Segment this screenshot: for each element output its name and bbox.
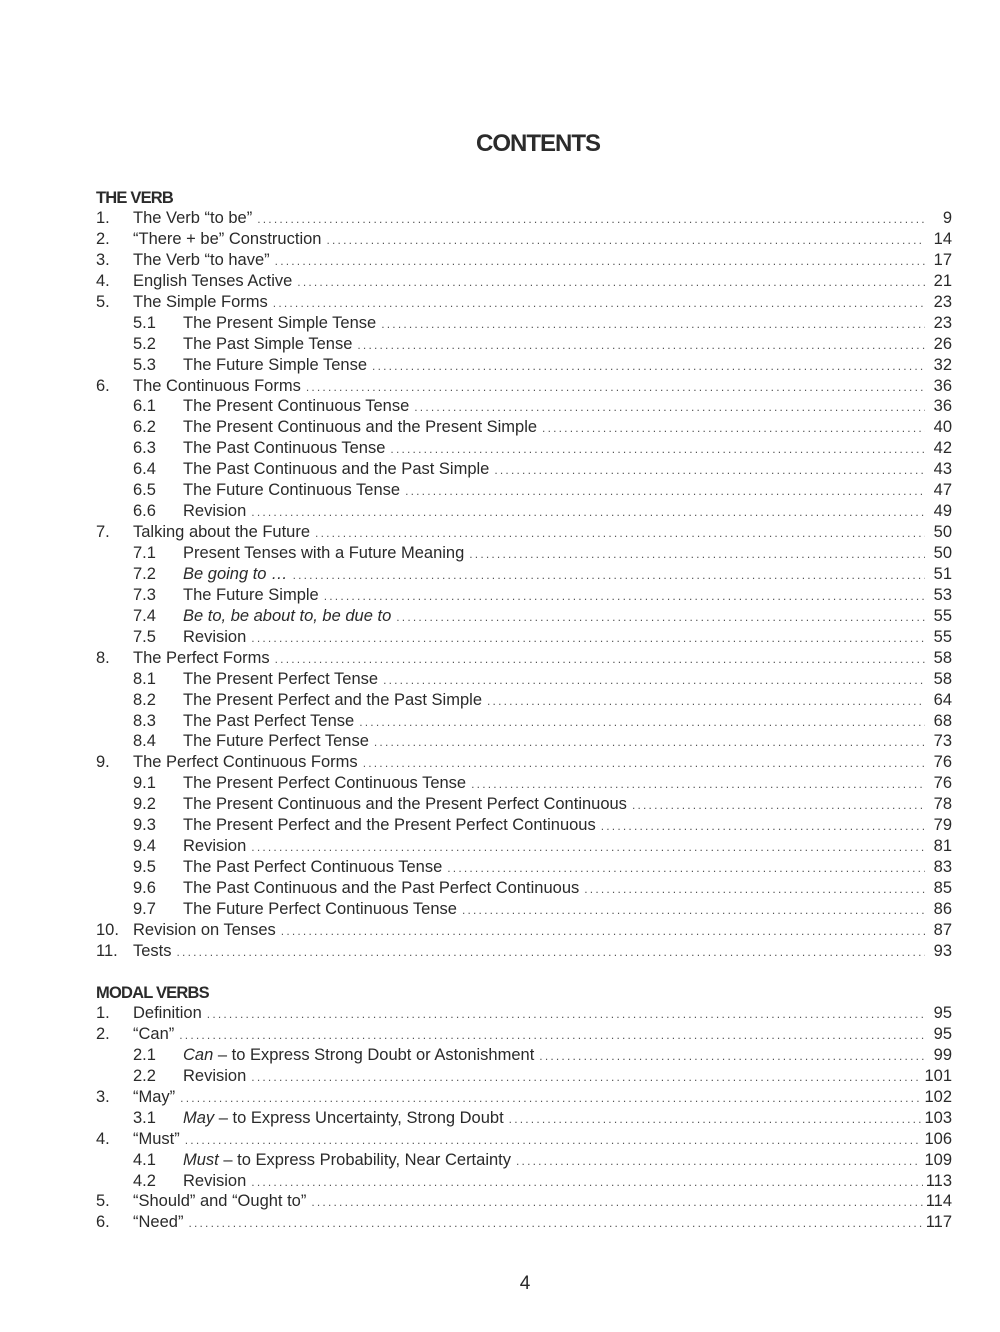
toc-entry[interactable] — [96, 208, 952, 229]
toc-entry[interactable] — [96, 396, 952, 417]
dot-leader — [251, 502, 925, 523]
entry-title: Revision — [183, 627, 247, 646]
entry-title-text: Be going to … — [183, 564, 288, 583]
toc-entry[interactable] — [96, 1024, 952, 1045]
toc-entry[interactable] — [96, 292, 952, 313]
entry-title: The Simple Forms — [133, 292, 268, 311]
entry-page-number: 55 — [933, 606, 952, 625]
entry-number: 3.1 — [133, 1108, 156, 1127]
section-heading: MODAL VERBS — [96, 984, 209, 1002]
entry-title: The Perfect Continuous Forms — [133, 753, 358, 772]
entry-number: 7.1 — [133, 544, 156, 562]
entry-number: 6.5 — [133, 481, 156, 500]
entry-page-number: 51 — [933, 564, 952, 583]
entry-title — [183, 1045, 534, 1066]
entry-page-number: 9 — [942, 209, 952, 227]
toc-entry[interactable] — [96, 648, 952, 669]
page-number: 4 — [519, 1273, 531, 1294]
dot-leader — [281, 921, 925, 942]
entry-number: 8. — [96, 648, 110, 667]
toc-entry[interactable] — [96, 1150, 952, 1171]
toc-entry[interactable] — [96, 1108, 952, 1129]
entry-number: 1. — [96, 209, 110, 227]
entry-title: “Can” — [133, 1024, 175, 1043]
dot-leader — [447, 858, 925, 879]
entry-number: 2.1 — [133, 1045, 156, 1064]
entry-number: 7. — [96, 523, 110, 542]
entry-number: 7.5 — [133, 627, 156, 646]
toc-entry[interactable] — [96, 815, 952, 836]
dot-leader — [207, 1004, 925, 1025]
dot-leader — [494, 460, 925, 481]
entry-page-number: 109 — [924, 1150, 952, 1169]
entry-number: 1. — [96, 1004, 110, 1022]
entry-number: 5.2 — [133, 334, 156, 353]
toc-entry[interactable] — [96, 313, 952, 334]
entry-page-number: 40 — [933, 418, 952, 437]
entry-page-number: 23 — [933, 292, 952, 311]
dot-leader — [372, 356, 925, 377]
entry-number: 7.2 — [133, 564, 156, 583]
entry-number: 4.1 — [133, 1150, 156, 1169]
dot-leader — [516, 1151, 921, 1172]
dot-leader — [297, 272, 925, 293]
toc-entry[interactable] — [96, 669, 952, 690]
entry-page-number: 68 — [933, 711, 952, 730]
entry-title-text: – to Express Probability, Near Certainty — [218, 1150, 511, 1169]
entry-title: The Past Continuous Tense — [183, 439, 386, 458]
entry-page-number: 49 — [933, 502, 952, 521]
entry-title: The Present Simple Tense — [183, 313, 377, 332]
entry-title: The Past Continuous and the Past Perfect Continuous — [183, 879, 580, 897]
entry-title: The Verb “to be” — [133, 209, 253, 227]
entry-title: “May” — [133, 1087, 176, 1106]
entry-title: Revision — [183, 837, 247, 856]
dot-leader — [180, 1088, 921, 1109]
entry-title: The Past Perfect Continuous Tense — [183, 858, 443, 877]
toc-entry[interactable] — [96, 438, 952, 459]
entry-title: The Past Perfect Tense — [183, 711, 355, 730]
entry-page-number: 85 — [933, 879, 952, 897]
toc-entry[interactable] — [96, 899, 952, 920]
entry-page-number: 58 — [933, 669, 952, 688]
toc-entry[interactable] — [96, 794, 952, 815]
entry-page-number: 23 — [933, 313, 952, 332]
entry-title: Tests — [133, 941, 172, 960]
toc-entry[interactable] — [96, 1087, 952, 1108]
entry-page-number: 101 — [924, 1066, 952, 1085]
dot-leader — [542, 418, 925, 439]
toc-entry[interactable] — [96, 501, 952, 522]
entry-title: The Present Perfect Continuous Tense — [183, 774, 467, 793]
toc-entry[interactable] — [96, 1171, 952, 1192]
entry-number: 2. — [96, 229, 110, 248]
entry-page-number: 76 — [933, 753, 952, 772]
dot-leader — [257, 209, 925, 230]
dot-leader — [275, 649, 925, 670]
entry-title: “Must” — [133, 1129, 180, 1148]
entry-page-number: 76 — [933, 774, 952, 793]
entry-title: The Verb “to have” — [133, 250, 270, 269]
entry-number: 5. — [96, 1192, 110, 1211]
entry-title: Talking about the Future — [133, 523, 311, 542]
entry-page-number: 50 — [933, 544, 952, 562]
entry-title-emphasis: Can — [183, 1045, 214, 1064]
dot-leader — [632, 795, 925, 816]
entry-number: 8.2 — [133, 690, 156, 709]
entry-number: 8.1 — [133, 669, 156, 688]
entry-number: 6.1 — [133, 397, 156, 416]
entry-number: 7.4 — [133, 606, 156, 625]
entry-title: The Past Continuous and the Past Simple — [183, 460, 490, 479]
entry-title: The Continuous Forms — [133, 376, 301, 395]
entry-title: Revision — [183, 1066, 247, 1085]
entry-page-number: 50 — [933, 523, 952, 542]
entry-title: “Need” — [133, 1213, 184, 1232]
toc-entry[interactable] — [96, 752, 952, 773]
dot-leader — [381, 314, 925, 335]
toc-entry[interactable] — [96, 941, 952, 962]
entry-page-number: 95 — [933, 1004, 952, 1022]
section-heading: THE VERB — [96, 189, 174, 207]
section-the-verb — [96, 188, 952, 962]
entry-number: 3. — [96, 1087, 110, 1106]
dot-leader — [315, 523, 925, 544]
toc-entry[interactable] — [96, 522, 952, 543]
entry-title: The Future Perfect Tense — [183, 732, 369, 751]
dot-leader — [251, 1172, 922, 1193]
entry-number: 9.6 — [133, 879, 156, 897]
entry-title: The Present Continuous and the Present Simple — [183, 418, 538, 437]
entry-page-number: 26 — [933, 334, 952, 353]
entry-number: 5.3 — [133, 355, 156, 374]
toc-entry[interactable] — [96, 731, 952, 752]
entry-number: 9. — [96, 753, 110, 772]
entry-page-number: 32 — [933, 355, 952, 374]
entry-number: 6. — [96, 376, 110, 395]
entry-number: 9.2 — [133, 795, 156, 814]
entry-title: The Future Continuous Tense — [183, 481, 401, 500]
entry-title: The Present Perfect Tense — [183, 669, 379, 688]
toc-entry[interactable] — [96, 711, 952, 732]
toc-entry[interactable] — [96, 1191, 952, 1212]
entry-title — [183, 606, 391, 627]
entry-number: 2.2 — [133, 1066, 156, 1085]
entry-page-number: 79 — [933, 816, 952, 835]
toc-entry[interactable] — [96, 543, 952, 564]
entry-page-number: 103 — [924, 1108, 952, 1127]
dot-leader — [251, 628, 925, 649]
entry-title — [183, 1108, 504, 1129]
dot-leader — [469, 544, 925, 565]
entry-number: 6.4 — [133, 460, 156, 479]
dot-leader — [251, 837, 925, 858]
entry-number: 7.3 — [133, 585, 156, 604]
entry-title-text: Be to, be about to, be due to — [183, 606, 392, 625]
entry-title: The Future Perfect Continuous Tense — [183, 899, 457, 918]
entry-page-number: 93 — [933, 941, 952, 960]
toc-entry[interactable] — [96, 606, 952, 627]
toc-entry[interactable] — [96, 773, 952, 794]
entry-title: English Tenses Active — [133, 271, 293, 290]
dot-leader — [306, 377, 925, 398]
entry-page-number: 42 — [933, 439, 952, 458]
entry-page-number: 81 — [933, 837, 952, 856]
dot-leader — [414, 397, 925, 418]
dot-leader — [311, 1192, 922, 1213]
dot-leader — [179, 1025, 925, 1046]
toc-entry[interactable] — [96, 627, 952, 648]
toc-entry[interactable] — [96, 355, 952, 376]
entry-title: Present Tenses with a Future Meaning — [183, 544, 465, 562]
dot-leader — [357, 335, 925, 356]
entry-page-number: 87 — [933, 920, 952, 939]
entry-title: The Present Continuous Tense — [183, 397, 410, 416]
entry-number: 6.3 — [133, 439, 156, 458]
entry-number: 9.3 — [133, 816, 156, 835]
section-modal-verbs — [96, 983, 952, 1233]
toc-entry[interactable] — [96, 271, 952, 292]
entry-page-number: 86 — [933, 899, 952, 918]
toc-entry[interactable] — [96, 1045, 952, 1066]
entry-title-emphasis: May — [183, 1108, 215, 1127]
entry-page-number: 99 — [933, 1045, 952, 1064]
dot-leader — [471, 774, 925, 795]
entry-number: 9.7 — [133, 899, 156, 918]
entry-number: 8.4 — [133, 732, 156, 751]
entry-title: Revision on Tenses — [133, 920, 276, 939]
entry-number: 8.3 — [133, 711, 156, 730]
entry-title: The Past Simple Tense — [183, 334, 353, 353]
dot-leader — [188, 1213, 922, 1234]
dot-leader — [293, 565, 925, 586]
entry-number: 6.6 — [133, 502, 156, 521]
page-title: CONTENTS — [476, 130, 600, 157]
entry-title: The Present Perfect and the Past Simple — [183, 690, 482, 709]
entry-title: The Future Simple — [183, 585, 319, 604]
dot-leader — [462, 900, 925, 921]
entry-page-number: 73 — [933, 732, 952, 751]
dot-leader — [405, 481, 925, 502]
entry-page-number: 14 — [933, 229, 952, 248]
entry-title: The Present Perfect and the Present Perfect Continuous — [183, 816, 596, 835]
toc-entry[interactable] — [96, 585, 952, 606]
entry-page-number: 43 — [933, 460, 952, 479]
dot-leader — [177, 942, 925, 963]
entry-page-number: 113 — [925, 1171, 952, 1190]
dot-leader — [324, 586, 925, 607]
dot-leader — [584, 879, 925, 900]
entry-page-number: 117 — [925, 1213, 952, 1232]
toc-entry[interactable] — [96, 480, 952, 501]
toc-entry[interactable] — [96, 334, 952, 355]
entry-title — [183, 1150, 511, 1171]
entry-page-number: 83 — [933, 858, 952, 877]
entry-number: 3. — [96, 250, 110, 269]
dot-leader — [185, 1130, 922, 1151]
toc-entry[interactable] — [96, 878, 952, 899]
entry-title: Definition — [133, 1004, 202, 1022]
toc-entry[interactable] — [96, 376, 952, 397]
entry-page-number: 47 — [933, 481, 952, 500]
toc-entry[interactable] — [96, 417, 952, 438]
entry-title: Revision — [183, 1171, 247, 1190]
dot-leader — [390, 439, 925, 460]
entry-page-number: 21 — [933, 271, 952, 290]
entry-number: 5. — [96, 292, 110, 311]
dot-leader — [363, 753, 925, 774]
entry-number: 5.1 — [133, 313, 156, 332]
entry-page-number: 55 — [933, 627, 952, 646]
toc-entry[interactable] — [96, 564, 952, 585]
dot-leader — [251, 1067, 921, 1088]
entry-title: The Future Simple Tense — [183, 355, 368, 374]
dot-leader — [275, 251, 925, 272]
dot-leader — [487, 691, 925, 712]
dot-leader — [383, 670, 925, 691]
toc-entry[interactable] — [96, 1129, 952, 1150]
entry-title: The Perfect Forms — [133, 648, 270, 667]
entry-number: 2. — [96, 1024, 110, 1043]
entry-title — [183, 564, 288, 585]
entry-title: Revision — [183, 502, 247, 521]
entry-number: 4. — [96, 1129, 110, 1148]
entry-number: 6. — [96, 1213, 110, 1232]
dot-leader — [273, 293, 925, 314]
entry-title-emphasis: Must — [183, 1150, 219, 1169]
dot-leader — [374, 732, 925, 753]
toc-entry[interactable] — [96, 1212, 952, 1233]
entry-title: “There + be” Construction — [133, 229, 322, 248]
entry-page-number: 95 — [933, 1024, 952, 1043]
toc-entry[interactable] — [96, 836, 952, 857]
entry-number: 9.4 — [133, 837, 156, 856]
entry-page-number: 106 — [924, 1129, 952, 1148]
toc-entry[interactable] — [96, 459, 952, 480]
toc-entry[interactable] — [96, 920, 952, 941]
entry-page-number: 102 — [924, 1087, 952, 1106]
entry-number: 9.1 — [133, 774, 156, 793]
dot-leader — [601, 816, 925, 837]
dot-leader — [539, 1046, 925, 1067]
entry-number: 10. — [96, 920, 119, 939]
dot-leader — [359, 712, 925, 733]
entry-title-text: – to Express Strong Doubt or Astonishment — [213, 1045, 535, 1064]
toc-entry[interactable] — [96, 1003, 952, 1024]
entry-number: 4.2 — [133, 1171, 156, 1190]
entry-number: 4. — [96, 271, 110, 290]
entry-number: 11. — [96, 941, 118, 960]
entry-number: 9.5 — [133, 858, 156, 877]
entry-page-number: 64 — [933, 690, 952, 709]
entry-page-number: 58 — [933, 648, 952, 667]
entry-title: The Present Continuous and the Present Perfect Continuous — [183, 795, 627, 814]
toc-entry[interactable] — [96, 1066, 952, 1087]
toc-list — [96, 208, 952, 962]
toc-entry[interactable] — [96, 229, 952, 250]
entry-page-number: 114 — [925, 1192, 952, 1211]
entry-title-text: – to Express Uncertainty, Strong Doubt — [214, 1108, 504, 1127]
dot-leader — [396, 607, 925, 628]
entry-page-number: 78 — [933, 795, 952, 814]
entry-page-number: 36 — [933, 397, 952, 416]
toc-entry[interactable] — [96, 690, 952, 711]
entry-page-number: 36 — [933, 376, 952, 395]
entry-title: “Should” and “Ought to” — [133, 1192, 307, 1211]
dot-leader — [509, 1109, 922, 1130]
entry-number: 6.2 — [133, 418, 156, 437]
toc-entry[interactable] — [96, 857, 952, 878]
entry-page-number: 53 — [933, 585, 952, 604]
entry-page-number: 17 — [933, 250, 952, 269]
dot-leader — [326, 230, 925, 251]
toc-list — [96, 1003, 952, 1233]
toc-entry[interactable] — [96, 250, 952, 271]
